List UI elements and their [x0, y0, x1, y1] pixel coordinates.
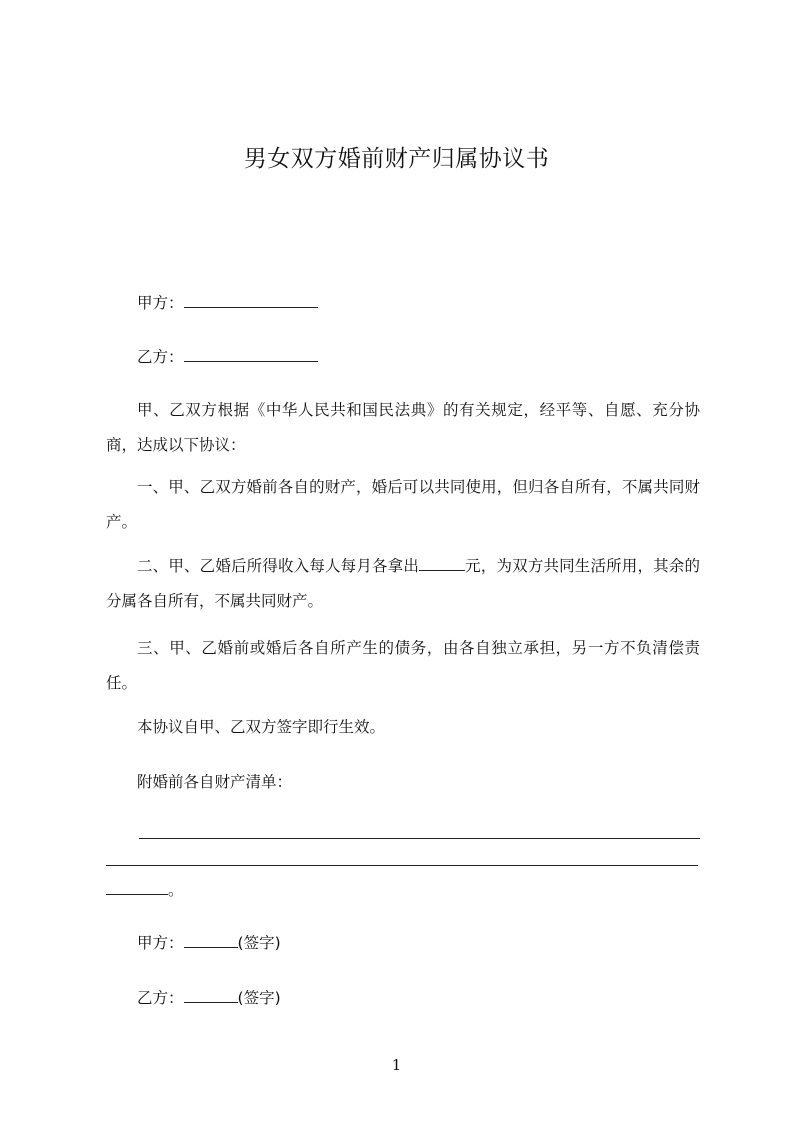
signature-a-label: 甲方：	[137, 934, 184, 952]
party-b-blank[interactable]	[184, 345, 318, 362]
signature-b-label: 乙方：	[137, 989, 184, 1007]
clause-3-paragraph: 三、甲、乙婚前或婚后各自所产生的债务，由各自独立承担，另一方不负清偿责任。	[106, 639, 700, 692]
signature-a-suffix: (签字)	[237, 934, 281, 952]
party-a-label: 甲方：	[137, 294, 184, 312]
effective-clause: 本协议自甲、乙双方签字即行生效。	[137, 718, 386, 736]
signature-b-line	[137, 986, 281, 1008]
appendix-line-2[interactable]	[106, 865, 698, 866]
signature-b-blank[interactable]	[184, 986, 238, 1003]
document-title: 男女双方婚前财产归属协议书	[243, 146, 550, 172]
intro-paragraph: 甲、乙双方根据《中华人民共和国民法典》的有关规定，经平等、自愿、充分协商，达成以下协议：	[106, 401, 700, 454]
appendix-label: 附婚前各自财产清单：	[137, 773, 293, 791]
monthly-amount-blank[interactable]	[419, 554, 465, 571]
party-a-blank[interactable]	[184, 291, 318, 308]
appendix-line-1[interactable]	[139, 838, 700, 839]
clause-2-paragraph	[106, 549, 700, 619]
clause-1-paragraph: 一、甲、乙双方婚前各自的财产，婚后可以共同使用，但归各自所有，不属共同财产。	[106, 478, 700, 531]
page-number: 1	[391, 1056, 402, 1074]
signature-a-line	[137, 931, 281, 953]
party-b-line	[137, 345, 318, 367]
appendix-period: 。	[168, 881, 184, 899]
party-b-label: 乙方：	[137, 348, 184, 366]
appendix-blank-end[interactable]	[106, 878, 168, 895]
signature-b-suffix: (签字)	[237, 989, 281, 1007]
clause-2-text-a: 二、甲、乙婚后所得收入每人每月各拿出	[137, 557, 419, 575]
appendix-line-3	[106, 878, 184, 900]
party-a-line	[137, 291, 318, 313]
clause-2-text-b: 元，为双方共同生活所用，其余的分属各自所有，不属共同财产。	[106, 557, 700, 610]
signature-a-blank[interactable]	[184, 931, 238, 948]
